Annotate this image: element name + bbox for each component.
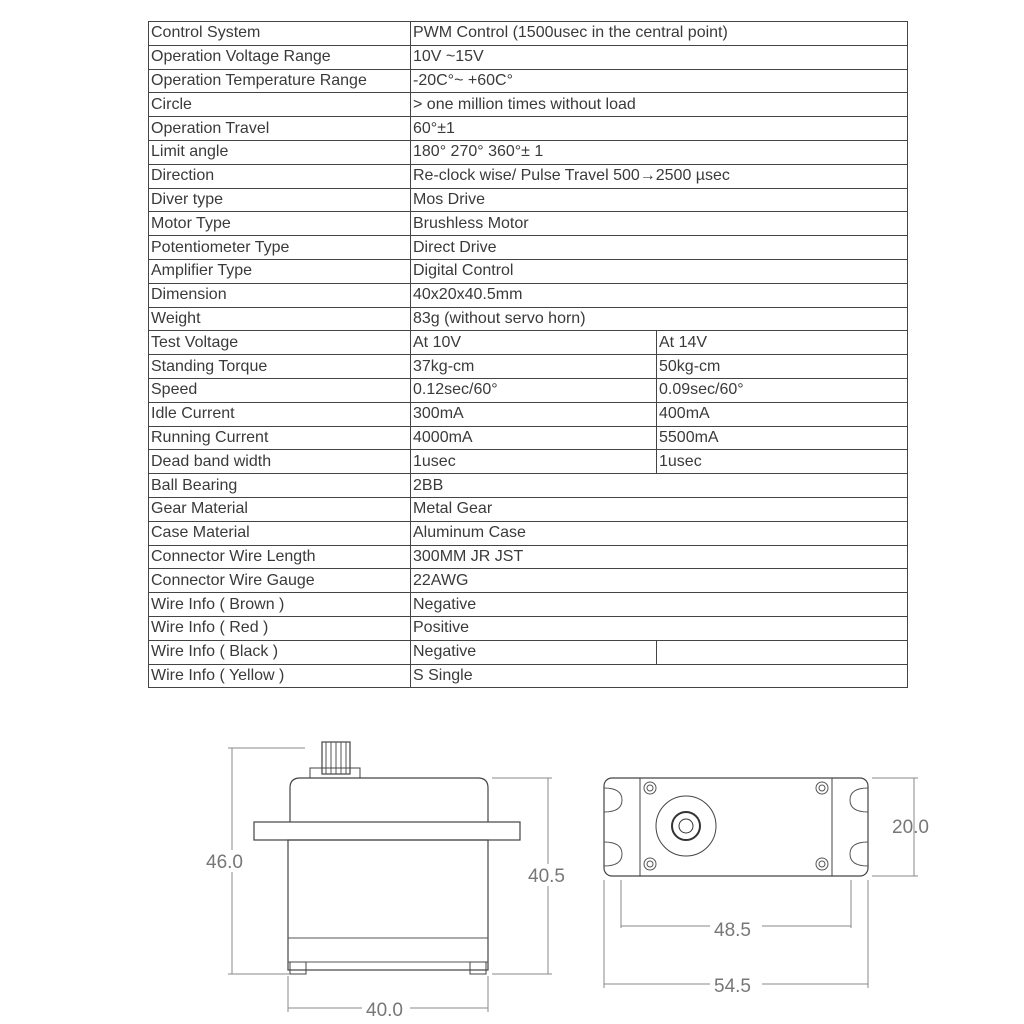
spec-label: Test Voltage: [149, 331, 411, 355]
spec-row: [149, 164, 908, 188]
spec-label: Control System: [149, 22, 411, 46]
dim-height-total: 46.0: [206, 852, 243, 873]
spec-value: Metal Gear: [411, 497, 908, 521]
spec-value: 0.12sec/60°: [411, 378, 657, 402]
spec-value-alt: At 14V: [657, 331, 908, 355]
spec-label: Operation Travel: [149, 117, 411, 141]
spec-value: 2BB: [411, 474, 908, 498]
spec-label: Dimension: [149, 283, 411, 307]
spec-label: Running Current: [149, 426, 411, 450]
spec-label: Wire Info ( Brown ): [149, 593, 411, 617]
spec-row: [149, 283, 908, 307]
spec-label: Speed: [149, 378, 411, 402]
spec-row: [149, 378, 908, 402]
spec-value: 300MM JR JST: [411, 545, 908, 569]
spec-label: Wire Info ( Black ): [149, 640, 411, 664]
dim-width-side: 40.0: [366, 1000, 403, 1021]
spec-label: Potentiometer Type: [149, 236, 411, 260]
spec-row: [149, 117, 908, 141]
spec-row: [149, 474, 908, 498]
spec-value: Direct Drive: [411, 236, 908, 260]
spec-row: [149, 450, 908, 474]
spec-value-alt: 1usec: [657, 450, 908, 474]
spec-label: Circle: [149, 93, 411, 117]
spec-row: [149, 402, 908, 426]
spec-label: Diver type: [149, 188, 411, 212]
spec-value-alt: 400mA: [657, 402, 908, 426]
spec-label: Dead band width: [149, 450, 411, 474]
spec-label: Direction: [149, 164, 411, 188]
spec-row: [149, 140, 908, 164]
servo-side-view: [228, 742, 552, 1012]
spec-row: [149, 545, 908, 569]
spec-row: [149, 307, 908, 331]
spec-row: [149, 259, 908, 283]
spec-value: 1usec: [411, 450, 657, 474]
spec-label: Ball Bearing: [149, 474, 411, 498]
spec-row: [149, 497, 908, 521]
spec-row: [149, 22, 908, 46]
servo-dimension-drawing: [0, 730, 1024, 1024]
spec-row: [149, 640, 908, 664]
spec-value: S Single: [411, 664, 908, 688]
spec-label: Idle Current: [149, 402, 411, 426]
spec-value: 180° 270° 360°± 1: [411, 140, 908, 164]
spec-label: Operation Temperature Range: [149, 69, 411, 93]
spec-value: At 10V: [411, 331, 657, 355]
spec-value: 83g (without servo horn): [411, 307, 908, 331]
spec-value: Negative: [411, 593, 908, 617]
spec-value-alt: 0.09sec/60°: [657, 378, 908, 402]
spec-value: Brushless Motor: [411, 212, 908, 236]
dim-thickness: 20.0: [892, 817, 929, 838]
spec-row: [149, 69, 908, 93]
spec-value: Aluminum Case: [411, 521, 908, 545]
spec-value-alt: 50kg-cm: [657, 355, 908, 379]
spec-row: [149, 426, 908, 450]
spec-row: [149, 93, 908, 117]
spec-row: [149, 331, 908, 355]
spec-label: Operation Voltage Range: [149, 45, 411, 69]
spec-table: [148, 21, 908, 688]
spec-value: 4000mA: [411, 426, 657, 450]
spec-label: Weight: [149, 307, 411, 331]
spec-value: > one million times without load: [411, 93, 908, 117]
spec-label: Connector Wire Gauge: [149, 569, 411, 593]
spec-row: [149, 45, 908, 69]
spec-label: Wire Info ( Red ): [149, 616, 411, 640]
dim-width-total: 54.5: [714, 976, 751, 997]
spec-row: [149, 188, 908, 212]
spec-value: 22AWG: [411, 569, 908, 593]
spec-value: PWM Control (1500usec in the central point): [411, 22, 908, 46]
spec-row: [149, 569, 908, 593]
spec-label: Limit angle: [149, 140, 411, 164]
servo-top-view: [604, 778, 918, 988]
spec-row: [149, 521, 908, 545]
spec-label: Case Material: [149, 521, 411, 545]
spec-row: [149, 593, 908, 617]
spec-label: Wire Info ( Yellow ): [149, 664, 411, 688]
spec-row: [149, 212, 908, 236]
spec-label: Standing Torque: [149, 355, 411, 379]
spec-label: Gear Material: [149, 497, 411, 521]
spec-label: Amplifier Type: [149, 259, 411, 283]
spec-label: Motor Type: [149, 212, 411, 236]
spec-value: Mos Drive: [411, 188, 908, 212]
spec-value: Digital Control: [411, 259, 908, 283]
spec-row: [149, 664, 908, 688]
spec-value: Positive: [411, 616, 908, 640]
spec-label: Connector Wire Length: [149, 545, 411, 569]
spec-value: 10V ~15V: [411, 45, 908, 69]
spec-value: 37kg-cm: [411, 355, 657, 379]
spec-value: 300mA: [411, 402, 657, 426]
spec-value-alt: [657, 640, 908, 664]
spec-row: [149, 236, 908, 260]
spec-value-alt: 5500mA: [657, 426, 908, 450]
spec-value: 40x20x40.5mm: [411, 283, 908, 307]
dimension-labels: [204, 817, 929, 1021]
dim-hole-spacing: 48.5: [714, 920, 751, 941]
spec-value: -20C°~ +60C°: [411, 69, 908, 93]
spec-value: Re-clock wise/ Pulse Travel 500→2500 µsec: [411, 164, 908, 188]
spec-value: Negative: [411, 640, 657, 664]
spec-row: [149, 355, 908, 379]
dim-height-body: 40.5: [528, 866, 565, 887]
spec-row: [149, 616, 908, 640]
spec-value: 60°±1: [411, 117, 908, 141]
